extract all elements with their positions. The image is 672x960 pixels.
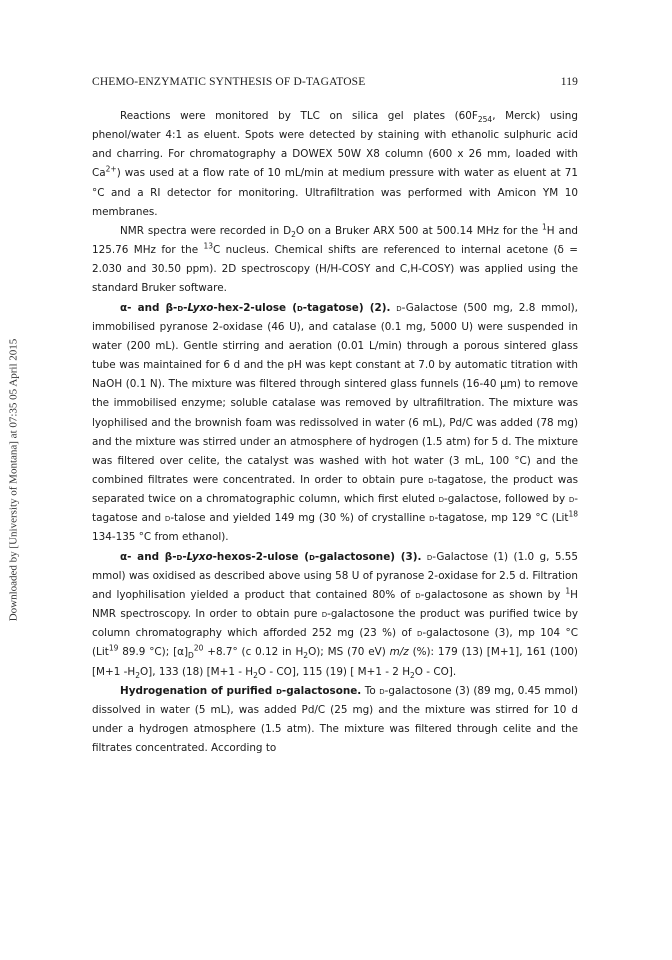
running-title: CHEMO-ENZYMATIC SYNTHESIS OF D-TAGATOSE — [92, 76, 366, 88]
running-header — [92, 76, 578, 88]
page-number: 119 — [560, 76, 578, 88]
paragraph-hydrogenation: Hydrogenation of purified d-galactosone. To d-galactosone (3) (89 mg, 0.45 mmol) dissolved in water (5 mL), was added Pd/C (25 mg) and the mixture was stirred for 10 d under a hydrogen atmosphere (1.5 atm). The mixture was filtered through celite and the filtrates concentrated. According to — [92, 684, 578, 755]
paragraph-galactosone-synthesis: α- and β-d-Lyxo-hexos-2-ulose (d-galactosone) (3). d-Galactose (1) (1.0 g, 5.55 mmol) was oxidised as described above using 58 U of pyranose 2-oxidase for 2.5 d. Filtration and lyophilisation yielded a product that contained 80% of d-galactosone as shown by $^1$H NMR spectroscopy. In order to obtain pure d-galactosone the product was purified twice by column chromatography which afforded 252 mg (23 %) of d-galactosone (3), mp 104 °C (Lit$^{19}$ 89.9 °C); $[\alpha]_D^{20} +8.7^\circ$ (c 0.12 in $H_2O$); MS (70 eV) m/z (%): 179 (13) [M+1], 161 (100) [M+1 $-H_2O$], 133 (18) $[M+1 - H_2O - CO]$, 115 (19) [ M+1 - 2 $H_2O - CO$]. — [92, 550, 578, 680]
paragraph-methods-tlc: Reactions were monitored by TLC on silica gel plates ($60F_{254}$, Merck) using phenol/water 4:1 as eluent. Spots were detected by staining with ethanolic sulphuric acid and charring. For chromatography a DOWEX 50W X8 column (600 x 26 mm, loaded with $Ca^{2+}$) was used at a flow rate of 10 mL/min at medium pressure with water as eluent at 71 °C and a RI detector for monitoring. Ultrafiltration was performed with Amicon YM 10 membranes. — [92, 110, 578, 218]
paragraph-tagatose-synthesis: α- and β-d-Lyxo-hex-2-ulose (d-tagatose) (2). d-Galactose (500 mg, 2.8 mmol), immobilised pyranose 2-oxidase (46 U), and catalase (0.1 mg, 5000 U) were suspended in water (200 mL). Gentle stirring and aeration (0.01 L/min) through a porous sintered glass tube was maintained for 6 d and the pH was kept constant at 7.0 by automatic titration with NaOH (0.1 N). The mixture was filtered through sintered glass funnels (16-40 μm) to remove the immobilised enzyme; soluble catalase was removed by ultrafiltration. The mixture was lyophilised and the brownish foam was redissolved in water (6 mL), Pd/C was added (78 mg) and the mixture was stirred under an atmosphere of hydrogen (1.5 atm) for 5 d. The mixture was filtered over celite, the catalyst was washed with hot water (3 mL, 100 °C) and the combined filtrates were concentrated. In order to obtain pure d-tagatose, the product was separated twice on a chromatographic column, which first eluted d-galactose, followed by d-tagatose and d-talose and yielded 149 mg (30 %) of crystalline d-tagatose, mp 129 °C (Lit$^{18}$ 134-135 °C from ethanol). — [92, 301, 579, 544]
watermark-text: Downloaded by [University of Montana] at 07:35 05 April 2015 — [7, 338, 20, 622]
paragraph-methods-nmr: NMR spectra were recorded in $D_2O$ on a Bruker ARX 500 at 500.14 MHz for the $^1$H and 125.76 MHz for the $^{13}$C nucleus. Chemical shifts are referenced to internal acetone (δ = 2.030 and 30.50 ppm). 2D spectroscopy (H/H-COSY and C,H-COSY) was applied using the standard Bruker software. — [92, 222, 579, 295]
body-text — [92, 107, 578, 758]
download-watermark — [6, 300, 20, 660]
